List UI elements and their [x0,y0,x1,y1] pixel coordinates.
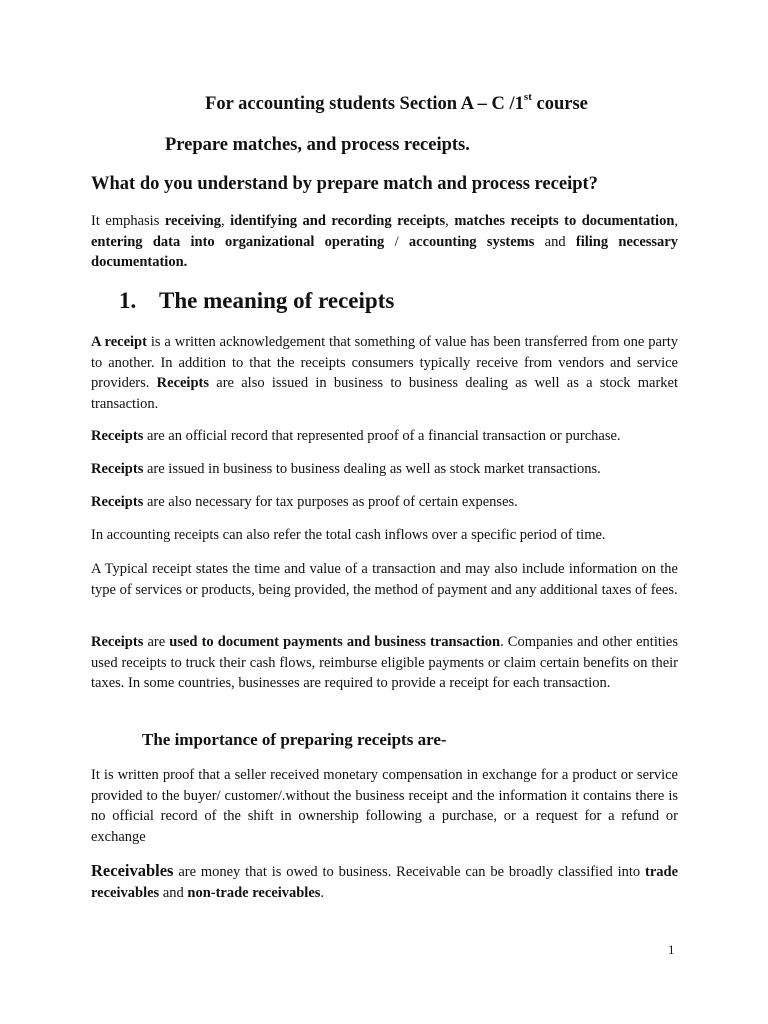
paragraph-cash-inflows: In accounting receipts can also refer the total cash inflows over a specific period of time. [91,527,606,543]
paragraph-tax-purposes: Receipts are also necessary for tax purposes as proof of certain expenses. [91,494,518,510]
section-heading-meaning: 1. The meaning of receipts [119,288,395,313]
paragraph-receivables: Receivables are money that is owed to business. Receivable can be broadly classified into trade receivables and non-trade receivables. [91,861,678,901]
paragraph-written-proof: It is written proof that a seller received monetary compensation in exchange for a product or service provided to the buyer/ customer/.without the business receipt and the information it contains there is no official record of the shift in ownership following a purchase, or a request for a refund or exchange [91,767,678,845]
topic-title: Prepare matches, and process receipts. [165,135,470,155]
paragraph-official-record: Receipts are an official record that represented proof of a financial transaction or purchase. [91,428,621,444]
paragraph-document-payments: Receipts are used to document payments and business transaction. Companies and other entities used receipts to truck their cash flows, reimburse eligible payments or claim certain benefits on their taxes. In some countries, businesses are required to provide a receipt for each transaction. [91,634,678,691]
intro-paragraph: It emphasis receiving, identifying and recording receipts, matches receipts to documentation, entering data into organizational operating / accounting systems and filing necessary documentation. [91,213,679,270]
paragraph-business-dealing: Receipts are issued in business to business dealing as well as stock market transactions. [91,461,601,477]
question-heading: What do you understand by prepare match and process receipt? [91,174,598,194]
importance-subheading: The importance of preparing receipts are- [142,730,447,749]
paragraph-typical-receipt: A Typical receipt states the time and value of a transaction and may also include information on the type of services or products, being provided, the method of payment and any additional taxes of fees. [91,561,678,598]
ordinal-superscript: st [523,91,532,103]
paragraph-receipt-definition: A receipt is a written acknowledgement that something of value has been transferred from one party to another. In addition to that the receipts consumers typically receive from vendors and service providers. Receipts are also issued in business to business dealing as well as a stock market transaction. [91,334,679,412]
course-heading: For accounting students Section A – C /1st course [205,91,588,115]
page-number: 1 [668,942,675,957]
